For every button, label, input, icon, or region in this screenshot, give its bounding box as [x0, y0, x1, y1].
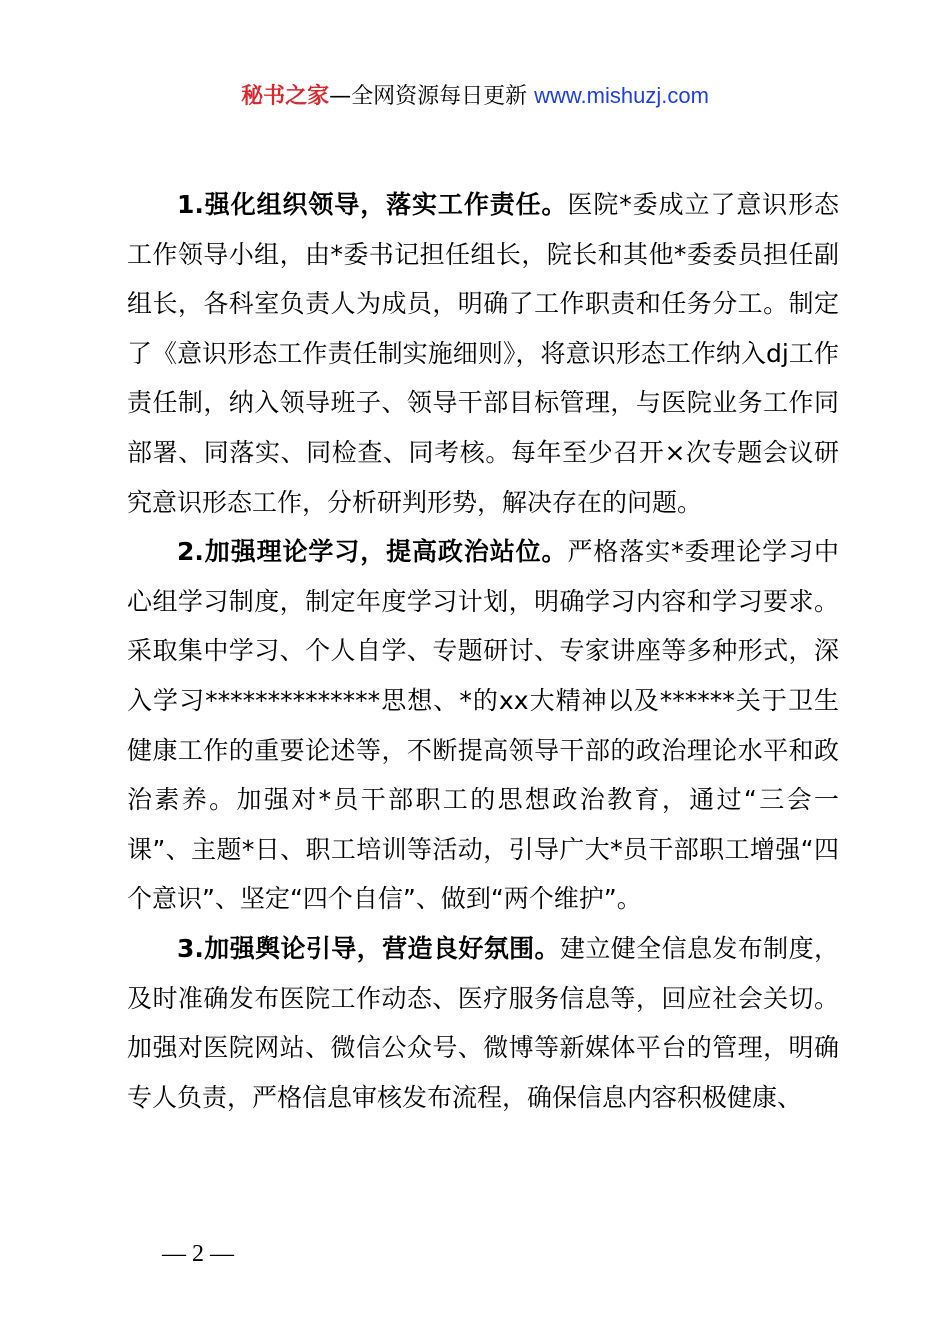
- header-tagline: —全网资源每日更新: [329, 84, 528, 109]
- page-number: — 2 —: [162, 1241, 234, 1267]
- paragraph-2-heading: 2.加强理论学习，提高政治站位。: [177, 537, 568, 567]
- site-header: [0, 80, 950, 113]
- paragraph-1-text: 医院*委成立了意识形态工作领导小组，由*委书记担任组长，院长和其他*委委员担任副组长，各科室负责人为成员，明确了工作职责和任务分工。制定了《意识形态工作责任制实施细则》，将意识形态工作纳入dj工作责任制，纳入领导班子、领导干部目标管理，与医院业务工作同部署、同落实、同检查、同考核。每年至少召开×次专题会议研究意识形态工作，分析研判形势，解决存在的问题。: [127, 190, 839, 517]
- document-body: [127, 180, 839, 1122]
- paragraph-1: [127, 180, 839, 527]
- brand-name: 秘书之家: [241, 84, 330, 109]
- paragraph-2: [127, 527, 839, 924]
- paragraph-2-text: 严格落实*委理论学习中心组学习制度，制定年度学习计划，明确学习内容和学习要求。采取集中学习、个人自学、专题研讨、专家讲座等多种形式，深入学习**************思想、*的xx大精神以及******关于卫生健康工作的重要论述等，不断提高领导干部的政治理论水平和政治素养。加强对*员干部职工的思想政治教育，通过“三会一课”、主题*日、职工培训等活动，引导广大*员干部职工增强“四个意识”、坚定“四个自信”、做到“两个维护”。: [127, 537, 839, 914]
- site-url[interactable]: www.mishuzj.com: [534, 83, 709, 108]
- paragraph-1-heading: 1.强化组织领导，落实工作责任。: [177, 190, 568, 219]
- paragraph-3: [127, 924, 839, 1122]
- paragraph-3-heading: 3.加强舆论引导，营造良好氛围。: [177, 933, 560, 963]
- paragraph-3-text: 建立健全信息发布制度，及时准确发布医院工作动态、医疗服务信息等，回应社会关切。加强对医院网站、微信公众号、微博等新媒体平台的管理，明确专人负责，严格信息审核发布流程，确保信息内容积极健康、: [127, 933, 839, 1112]
